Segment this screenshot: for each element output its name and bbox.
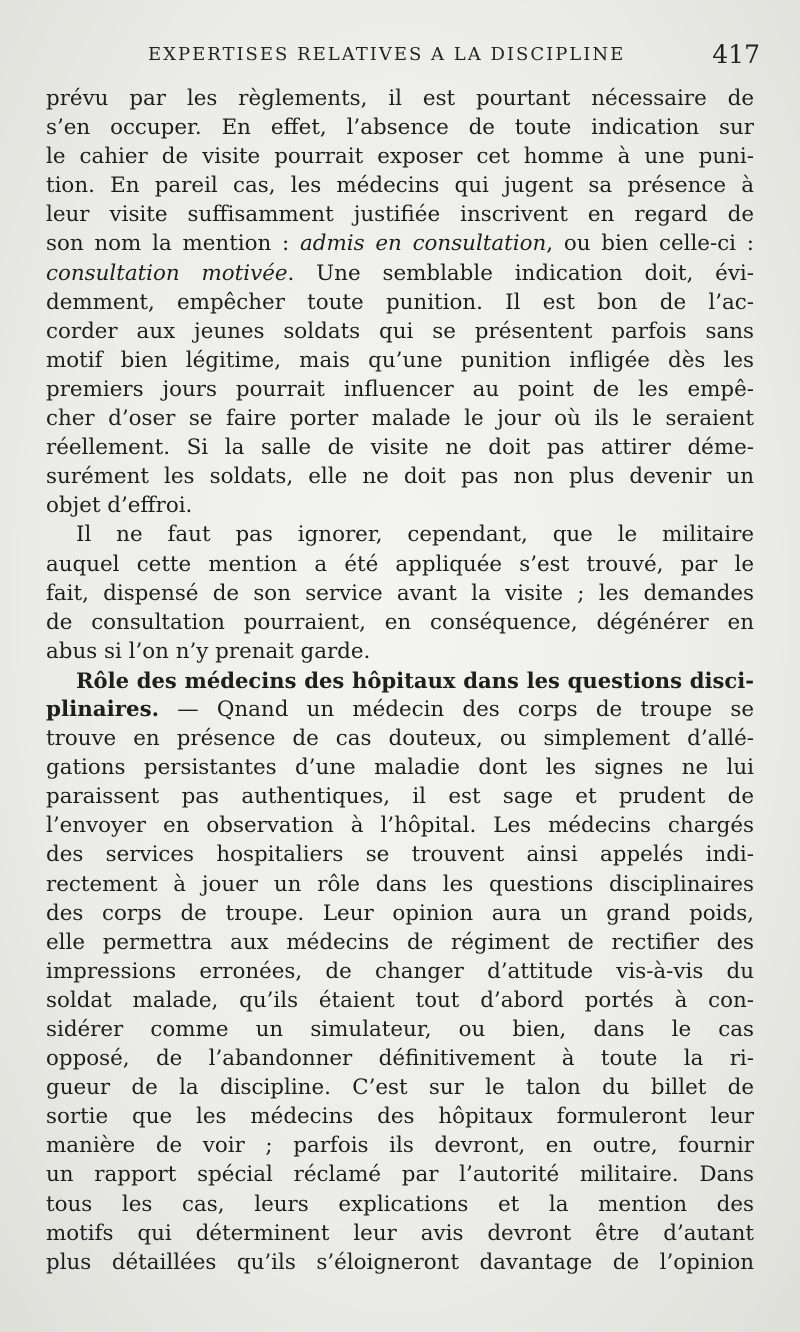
text-line (46, 229, 754, 258)
section-heading-end: plinaires. (46, 696, 160, 722)
text-line: trouve en présence de cas douteux, ou simplement d’allé- (46, 726, 754, 752)
text-line: objet d’effroi. (46, 493, 193, 519)
text-line: sidérer comme un simulateur, ou bien, dans le cas (46, 1017, 754, 1042)
text-line: Il ne faut pas ignorer, cependant, que le militaire (76, 522, 754, 548)
text-span: . Une semblable indication doit, évi- (287, 260, 754, 286)
text-line: réellement. Si la salle de visite ne doit pas attirer déme- (46, 435, 754, 461)
text-line: sortie que les médecins des hôpitaux formuleront leur (46, 1104, 754, 1130)
text-span: , ou bien celle-ci : (546, 231, 754, 257)
text-line: tion. En pareil cas, les médecins qui jugent sa présence à (46, 173, 754, 199)
text-line: demment, empêcher toute punition. Il est bon de l’ac- (46, 289, 754, 315)
text-line (46, 695, 754, 724)
text-line: rectement à jouer un rôle dans les questions disciplinaires (46, 871, 754, 897)
text-line: prévu par les règlements, il est pourtant nécessaire de (46, 86, 754, 111)
text-span: son nom la mention : (46, 231, 301, 257)
text-line: s’en occuper. En effet, l’absence de toute indication sur (46, 115, 754, 141)
text-line: abus si l’on n’y prenait garde. (46, 638, 371, 664)
text-line: des services hospitaliers se trouvent ainsi appelés indi- (46, 842, 754, 868)
text-line (46, 259, 754, 288)
text-line: des corps de troupe. Leur opinion aura un grand poids, (46, 900, 754, 926)
text-line: elle permettra aux médecins de régiment de rectifier des (46, 929, 754, 955)
text-line: tous les cas, leurs explications et la mention des (46, 1191, 754, 1217)
text-line: fait, dispensé de son service avant la visite ; les demandes (46, 580, 754, 606)
page-number: 417 (712, 40, 760, 69)
text-line: le cahier de visite pourrait exposer cet homme à une puni- (46, 144, 754, 170)
text-line: paraissent pas authentiques, il est sage et prudent de (46, 784, 754, 810)
text-line: de consultation pourraient, en conséquence, dégénérer en (46, 609, 754, 635)
text-span: — Qnand un médecin des corps de troupe se (159, 696, 754, 722)
text-line: opposé, de l’abandonner définitivement à toute la ri- (46, 1046, 754, 1072)
text-line: soldat malade, qu’ils étaient tout d’abord portés à con- (46, 987, 754, 1013)
text-line: motifs qui déterminent leur avis devront être d’autant (46, 1220, 754, 1246)
text-line: auquel cette mention a été appliquée s’est trouvé, par le (46, 551, 754, 577)
text-line: un rapport spécial réclamé par l’autorité militaire. Dans (46, 1162, 754, 1188)
text-line: manière de voir ; parfois ils devront, en outre, fournir (46, 1133, 754, 1159)
page-header (148, 40, 760, 74)
text-line: impressions erronées, de changer d’attitude vis-à-vis du (46, 958, 754, 984)
text-line: cher d’oser se faire porter malade le jour où ils le seraient (46, 406, 754, 432)
text-line: surément les soldats, elle ne doit pas non plus devenir un (46, 464, 754, 490)
italic-term: admis en consultation (300, 231, 547, 257)
italic-term: consultation motivée (46, 260, 288, 286)
text-line: l’envoyer en observation à l’hôpital. Les médecins chargés (46, 813, 754, 839)
text-line: leur visite suffisamment justifiée inscrivent en regard de (46, 202, 754, 228)
text-line: corder aux jeunes soldats qui se présentent parfois sans (46, 318, 754, 344)
text-line: plus détaillées qu’ils s’éloigneront davantage de l’opinion (46, 1249, 754, 1275)
section-heading: Rôle des médecins des hôpitaux dans les questions disci- (76, 667, 754, 693)
text-line: premiers jours pourrait influencer au point de les empê- (46, 376, 754, 402)
running-title: EXPERTISES RELATIVES A LA DISCIPLINE (148, 44, 626, 65)
body-text (46, 84, 754, 1277)
text-line: motif bien légitime, mais qu’une punition infligée dès les (46, 347, 754, 373)
text-line: gations persistantes d’une maladie dont les signes ne lui (46, 755, 754, 781)
text-line: gueur de la discipline. C’est sur le talon du billet de (46, 1075, 754, 1101)
